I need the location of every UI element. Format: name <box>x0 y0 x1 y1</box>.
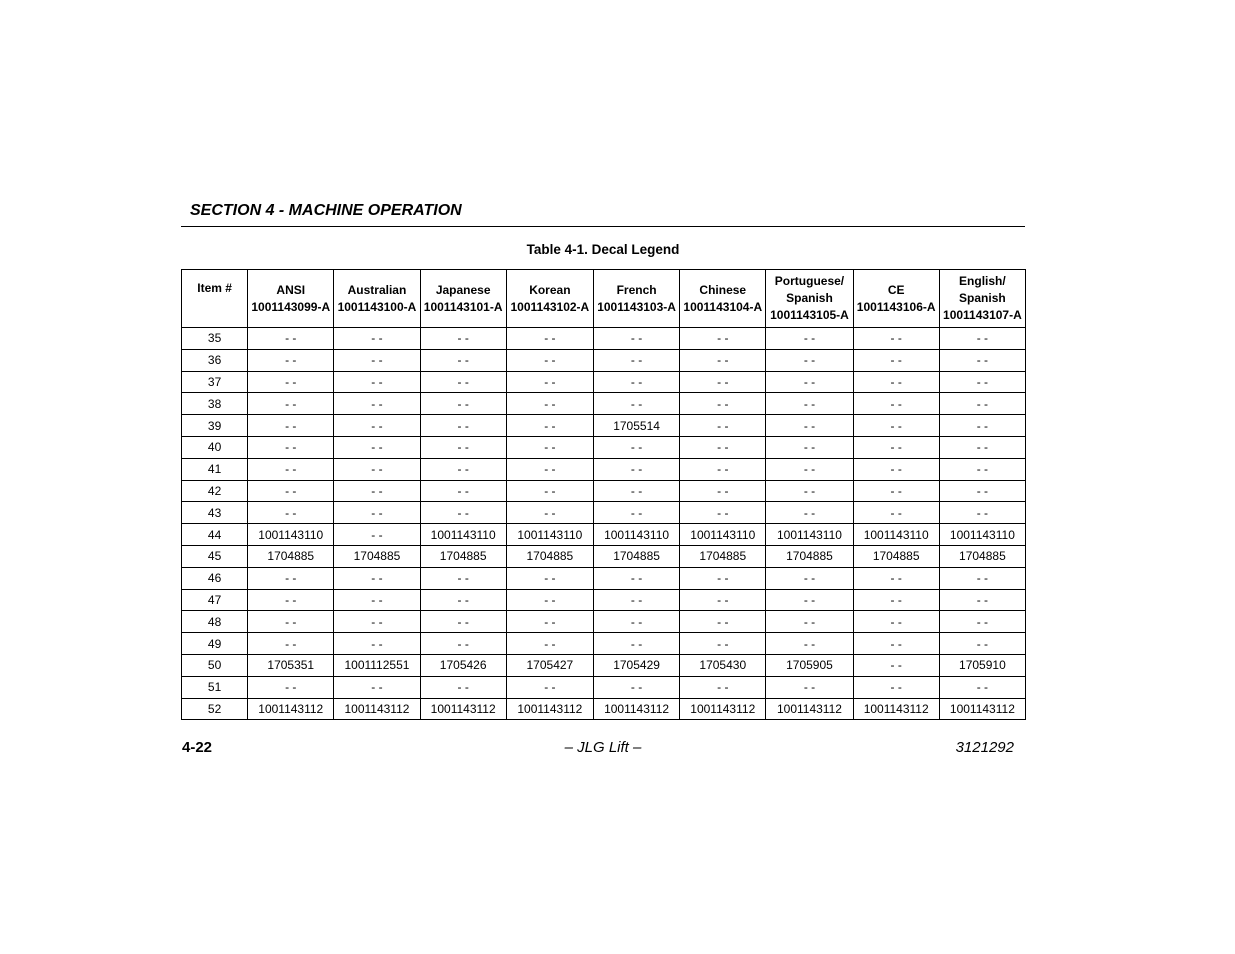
decal-part-cell: - - <box>334 371 420 393</box>
decal-part-cell: - - <box>853 676 939 698</box>
decal-part-cell: - - <box>248 371 334 393</box>
decal-part-cell: - - <box>680 611 766 633</box>
decal-part-cell: - - <box>853 589 939 611</box>
table-row <box>182 676 1026 698</box>
header-rule <box>181 226 1025 227</box>
table-row <box>182 458 1026 480</box>
decal-part-cell: - - <box>680 589 766 611</box>
decal-part-cell: - - <box>420 567 506 589</box>
table-row <box>182 654 1026 676</box>
table-caption: Table 4-1. Decal Legend <box>526 242 680 257</box>
decal-part-cell: - - <box>680 393 766 415</box>
decal-part-cell: - - <box>506 349 593 371</box>
decal-part-cell: 1704885 <box>680 545 766 567</box>
decal-part-cell: 1001143110 <box>593 524 679 546</box>
decal-part-cell: - - <box>766 633 853 655</box>
column-header-line: English/ <box>959 274 1006 288</box>
decal-part-cell: 1705514 <box>593 415 679 437</box>
decal-part-cell: - - <box>766 436 853 458</box>
decal-part-cell: - - <box>939 436 1025 458</box>
column-header <box>680 270 766 328</box>
column-header-line: Japanese <box>435 282 491 297</box>
decal-part-cell: - - <box>853 458 939 480</box>
decal-part-cell: - - <box>420 589 506 611</box>
decal-part-cell: - - <box>248 676 334 698</box>
decal-part-cell: - - <box>334 393 420 415</box>
item-number-cell: 37 <box>182 371 248 393</box>
decal-part-cell: - - <box>593 676 679 698</box>
column-header-line: 1001143107-A <box>943 308 1022 322</box>
column-header-line: 1001143105-A <box>770 308 849 322</box>
decal-part-cell: - - <box>334 436 420 458</box>
decal-part-cell: 1704885 <box>593 545 679 567</box>
decal-part-cell: - - <box>593 589 679 611</box>
decal-part-cell: - - <box>853 328 939 350</box>
decal-part-cell: - - <box>939 567 1025 589</box>
decal-part-cell: - - <box>248 328 334 350</box>
decal-part-cell: - - <box>334 611 420 633</box>
decal-part-cell: 1001143110 <box>506 524 593 546</box>
decal-part-cell: - - <box>248 480 334 502</box>
page-number: 4-22 <box>182 739 213 756</box>
column-header <box>506 270 593 328</box>
item-number-cell: 43 <box>182 502 248 524</box>
item-number-cell: 39 <box>182 415 248 437</box>
decal-part-cell: - - <box>853 480 939 502</box>
decal-part-cell: 1001143112 <box>248 698 334 720</box>
table-row <box>182 415 1026 437</box>
decal-part-cell: - - <box>939 589 1025 611</box>
decal-part-cell: - - <box>506 676 593 698</box>
decal-part-cell: - - <box>939 633 1025 655</box>
decal-part-cell: - - <box>420 328 506 350</box>
column-header-line: French <box>616 282 657 297</box>
column-header-line: Australian <box>347 282 407 297</box>
table-row <box>182 480 1026 502</box>
decal-part-cell: - - <box>334 676 420 698</box>
item-number-cell: 44 <box>182 524 248 546</box>
decal-part-cell: - - <box>766 480 853 502</box>
decal-part-cell: - - <box>766 458 853 480</box>
decal-part-cell: 1705351 <box>248 654 334 676</box>
table-row <box>182 545 1026 567</box>
table-row <box>182 371 1026 393</box>
decal-part-cell: 1001143110 <box>248 524 334 546</box>
table-row <box>182 567 1026 589</box>
column-header-line: Spanish <box>786 291 833 305</box>
decal-part-cell: - - <box>766 611 853 633</box>
decal-part-cell: - - <box>593 328 679 350</box>
item-number-cell: 42 <box>182 480 248 502</box>
table-row <box>182 698 1026 720</box>
decal-part-cell: 1704885 <box>766 545 853 567</box>
decal-part-cell: 1001143112 <box>334 698 420 720</box>
decal-part-cell: - - <box>248 611 334 633</box>
item-number-cell: 40 <box>182 436 248 458</box>
decal-part-cell: - - <box>248 589 334 611</box>
decal-part-cell: - - <box>680 415 766 437</box>
decal-part-cell: - - <box>506 611 593 633</box>
decal-part-cell: - - <box>248 349 334 371</box>
decal-part-cell: 1705427 <box>506 654 593 676</box>
decal-part-cell: - - <box>939 371 1025 393</box>
column-header-line: Spanish <box>959 291 1006 305</box>
decal-part-cell: - - <box>680 371 766 393</box>
column-header <box>334 270 420 328</box>
decal-part-cell: - - <box>248 633 334 655</box>
decal-part-cell: - - <box>939 349 1025 371</box>
decal-part-cell: - - <box>680 567 766 589</box>
decal-part-cell: - - <box>766 415 853 437</box>
table-row <box>182 611 1026 633</box>
decal-part-cell: - - <box>853 567 939 589</box>
decal-part-cell: - - <box>853 611 939 633</box>
decal-part-cell: - - <box>593 349 679 371</box>
decal-part-cell: 1001143110 <box>680 524 766 546</box>
decal-part-cell: - - <box>593 371 679 393</box>
decal-part-cell: - - <box>680 633 766 655</box>
decal-part-cell: - - <box>420 633 506 655</box>
decal-part-cell: 1001143112 <box>506 698 593 720</box>
column-header-line: ANSI <box>276 282 306 297</box>
decal-part-cell: - - <box>766 371 853 393</box>
decal-part-cell: 1001143110 <box>939 524 1025 546</box>
decal-part-cell: - - <box>593 567 679 589</box>
decal-part-cell: - - <box>506 633 593 655</box>
decal-part-cell: - - <box>420 436 506 458</box>
column-header <box>593 270 679 328</box>
decal-part-cell: 1001143112 <box>939 698 1025 720</box>
column-header-line: 1001143100-A <box>337 299 417 314</box>
decal-part-cell: - - <box>939 458 1025 480</box>
item-number-cell: 35 <box>182 328 248 350</box>
decal-part-cell: - - <box>334 524 420 546</box>
decal-part-cell: - - <box>334 502 420 524</box>
column-header <box>853 270 939 328</box>
decal-part-cell: - - <box>334 458 420 480</box>
section-title: SECTION 4 - MACHINE OPERATION <box>190 202 462 219</box>
column-header-line: Portuguese/ <box>774 274 845 288</box>
column-header-line: Korean <box>529 282 571 297</box>
decal-part-cell: - - <box>853 502 939 524</box>
decal-part-cell: - - <box>766 502 853 524</box>
decal-part-cell: 1001143112 <box>420 698 506 720</box>
column-header-line: 1001143099-A <box>251 299 331 314</box>
decal-part-cell: 1001143110 <box>853 524 939 546</box>
decal-part-cell: 1704885 <box>939 545 1025 567</box>
decal-part-cell: 1001112551 <box>334 654 420 676</box>
decal-part-cell: - - <box>853 415 939 437</box>
decal-part-cell: - - <box>420 611 506 633</box>
decal-part-cell: 1705426 <box>420 654 506 676</box>
decal-part-cell: - - <box>248 458 334 480</box>
decal-part-cell: 1001143112 <box>853 698 939 720</box>
decal-part-cell: 1001143112 <box>593 698 679 720</box>
decal-part-cell: - - <box>334 480 420 502</box>
decal-part-cell: - - <box>766 589 853 611</box>
decal-part-cell: 1704885 <box>248 545 334 567</box>
column-header-line: 1001143101-A <box>423 299 503 314</box>
decal-part-cell: - - <box>420 415 506 437</box>
decal-part-cell: - - <box>506 458 593 480</box>
decal-part-cell: - - <box>593 611 679 633</box>
column-header-line: 1001143102-A <box>510 299 590 314</box>
decal-part-cell: 1705429 <box>593 654 679 676</box>
decal-part-cell: 1705910 <box>939 654 1025 676</box>
table-row <box>182 589 1026 611</box>
decal-part-cell: - - <box>420 371 506 393</box>
decal-part-cell: - - <box>853 349 939 371</box>
decal-part-cell: - - <box>593 633 679 655</box>
decal-part-cell: - - <box>248 436 334 458</box>
decal-part-cell: - - <box>506 502 593 524</box>
decal-part-cell: - - <box>939 328 1025 350</box>
column-header-item <box>182 270 248 328</box>
decal-part-cell: - - <box>593 480 679 502</box>
item-number-cell: 50 <box>182 654 248 676</box>
decal-part-cell: - - <box>334 589 420 611</box>
decal-part-cell: - - <box>334 633 420 655</box>
decal-part-cell: - - <box>939 611 1025 633</box>
decal-part-cell: - - <box>593 393 679 415</box>
item-number-cell: 45 <box>182 545 248 567</box>
decal-part-cell: - - <box>680 436 766 458</box>
column-header <box>248 270 334 328</box>
decal-part-cell: - - <box>420 349 506 371</box>
decal-part-cell: - - <box>939 393 1025 415</box>
column-header-line: CE <box>887 282 905 297</box>
decal-part-cell: - - <box>334 415 420 437</box>
decal-part-cell: - - <box>939 676 1025 698</box>
decal-part-cell: - - <box>248 567 334 589</box>
decal-part-cell: - - <box>853 633 939 655</box>
decal-part-cell: - - <box>766 328 853 350</box>
item-number-cell: 48 <box>182 611 248 633</box>
decal-part-cell: - - <box>939 480 1025 502</box>
decal-part-cell: - - <box>506 589 593 611</box>
decal-part-cell: - - <box>593 458 679 480</box>
decal-part-cell: - - <box>248 393 334 415</box>
decal-part-cell: - - <box>248 502 334 524</box>
footer-publisher: – JLG Lift – <box>564 739 642 756</box>
decal-part-cell: - - <box>680 458 766 480</box>
decal-part-cell: 1001143112 <box>766 698 853 720</box>
decal-part-cell: - - <box>853 371 939 393</box>
decal-part-cell: - - <box>420 393 506 415</box>
decal-part-cell: - - <box>680 480 766 502</box>
table-row <box>182 393 1026 415</box>
decal-part-cell: - - <box>593 436 679 458</box>
decal-part-cell: - - <box>506 415 593 437</box>
item-number-cell: 36 <box>182 349 248 371</box>
column-header <box>939 270 1025 328</box>
item-number-cell: 49 <box>182 633 248 655</box>
decal-legend-table <box>181 269 1026 720</box>
decal-part-cell: - - <box>334 328 420 350</box>
item-number-cell: 51 <box>182 676 248 698</box>
column-header <box>766 270 853 328</box>
decal-part-cell: 1704885 <box>506 545 593 567</box>
column-header <box>420 270 506 328</box>
column-header-line: Chinese <box>699 282 747 297</box>
decal-part-cell: 1705430 <box>680 654 766 676</box>
decal-part-cell: - - <box>939 502 1025 524</box>
document-number: 3121292 <box>955 739 1014 756</box>
decal-part-cell: - - <box>853 436 939 458</box>
table-row <box>182 524 1026 546</box>
decal-part-cell: - - <box>680 502 766 524</box>
decal-part-cell: - - <box>506 393 593 415</box>
decal-part-cell: 1704885 <box>334 545 420 567</box>
decal-part-cell: - - <box>420 676 506 698</box>
item-number-cell: 46 <box>182 567 248 589</box>
item-number-cell: 41 <box>182 458 248 480</box>
decal-part-cell: - - <box>680 328 766 350</box>
decal-part-cell: - - <box>593 502 679 524</box>
decal-part-cell: - - <box>506 480 593 502</box>
column-header-line: 1001143103-A <box>597 299 676 314</box>
table-row <box>182 328 1026 350</box>
column-header-line: Item # <box>197 281 232 295</box>
decal-part-cell: - - <box>680 349 766 371</box>
decal-part-cell: - - <box>766 393 853 415</box>
decal-part-cell: - - <box>420 502 506 524</box>
decal-part-cell: 1001143110 <box>420 524 506 546</box>
decal-part-cell: - - <box>334 567 420 589</box>
table-row <box>182 436 1026 458</box>
decal-part-cell: - - <box>766 567 853 589</box>
decal-part-cell: 1001143112 <box>680 698 766 720</box>
decal-part-cell: 1001143110 <box>766 524 853 546</box>
decal-part-cell: - - <box>766 349 853 371</box>
table-row <box>182 349 1026 371</box>
decal-part-cell: - - <box>506 436 593 458</box>
table-row <box>182 633 1026 655</box>
decal-part-cell: - - <box>506 328 593 350</box>
decal-part-cell: - - <box>334 349 420 371</box>
decal-part-cell: 1704885 <box>420 545 506 567</box>
decal-part-cell: - - <box>248 415 334 437</box>
column-header-line: 1001143104-A <box>683 299 763 314</box>
decal-part-cell: - - <box>420 458 506 480</box>
column-header-line: 1001143106-A <box>856 299 936 314</box>
item-number-cell: 52 <box>182 698 248 720</box>
decal-part-cell: - - <box>939 415 1025 437</box>
decal-part-cell: - - <box>680 676 766 698</box>
decal-part-cell: - - <box>506 567 593 589</box>
decal-part-cell: 1705905 <box>766 654 853 676</box>
item-number-cell: 38 <box>182 393 248 415</box>
table-header-row <box>182 270 1026 328</box>
decal-part-cell: 1704885 <box>853 545 939 567</box>
decal-part-cell: - - <box>766 676 853 698</box>
table-body <box>182 328 1026 720</box>
decal-part-cell: - - <box>420 480 506 502</box>
decal-part-cell: - - <box>853 393 939 415</box>
decal-part-cell: - - <box>506 371 593 393</box>
item-number-cell: 47 <box>182 589 248 611</box>
decal-part-cell: - - <box>853 654 939 676</box>
table-row <box>182 502 1026 524</box>
